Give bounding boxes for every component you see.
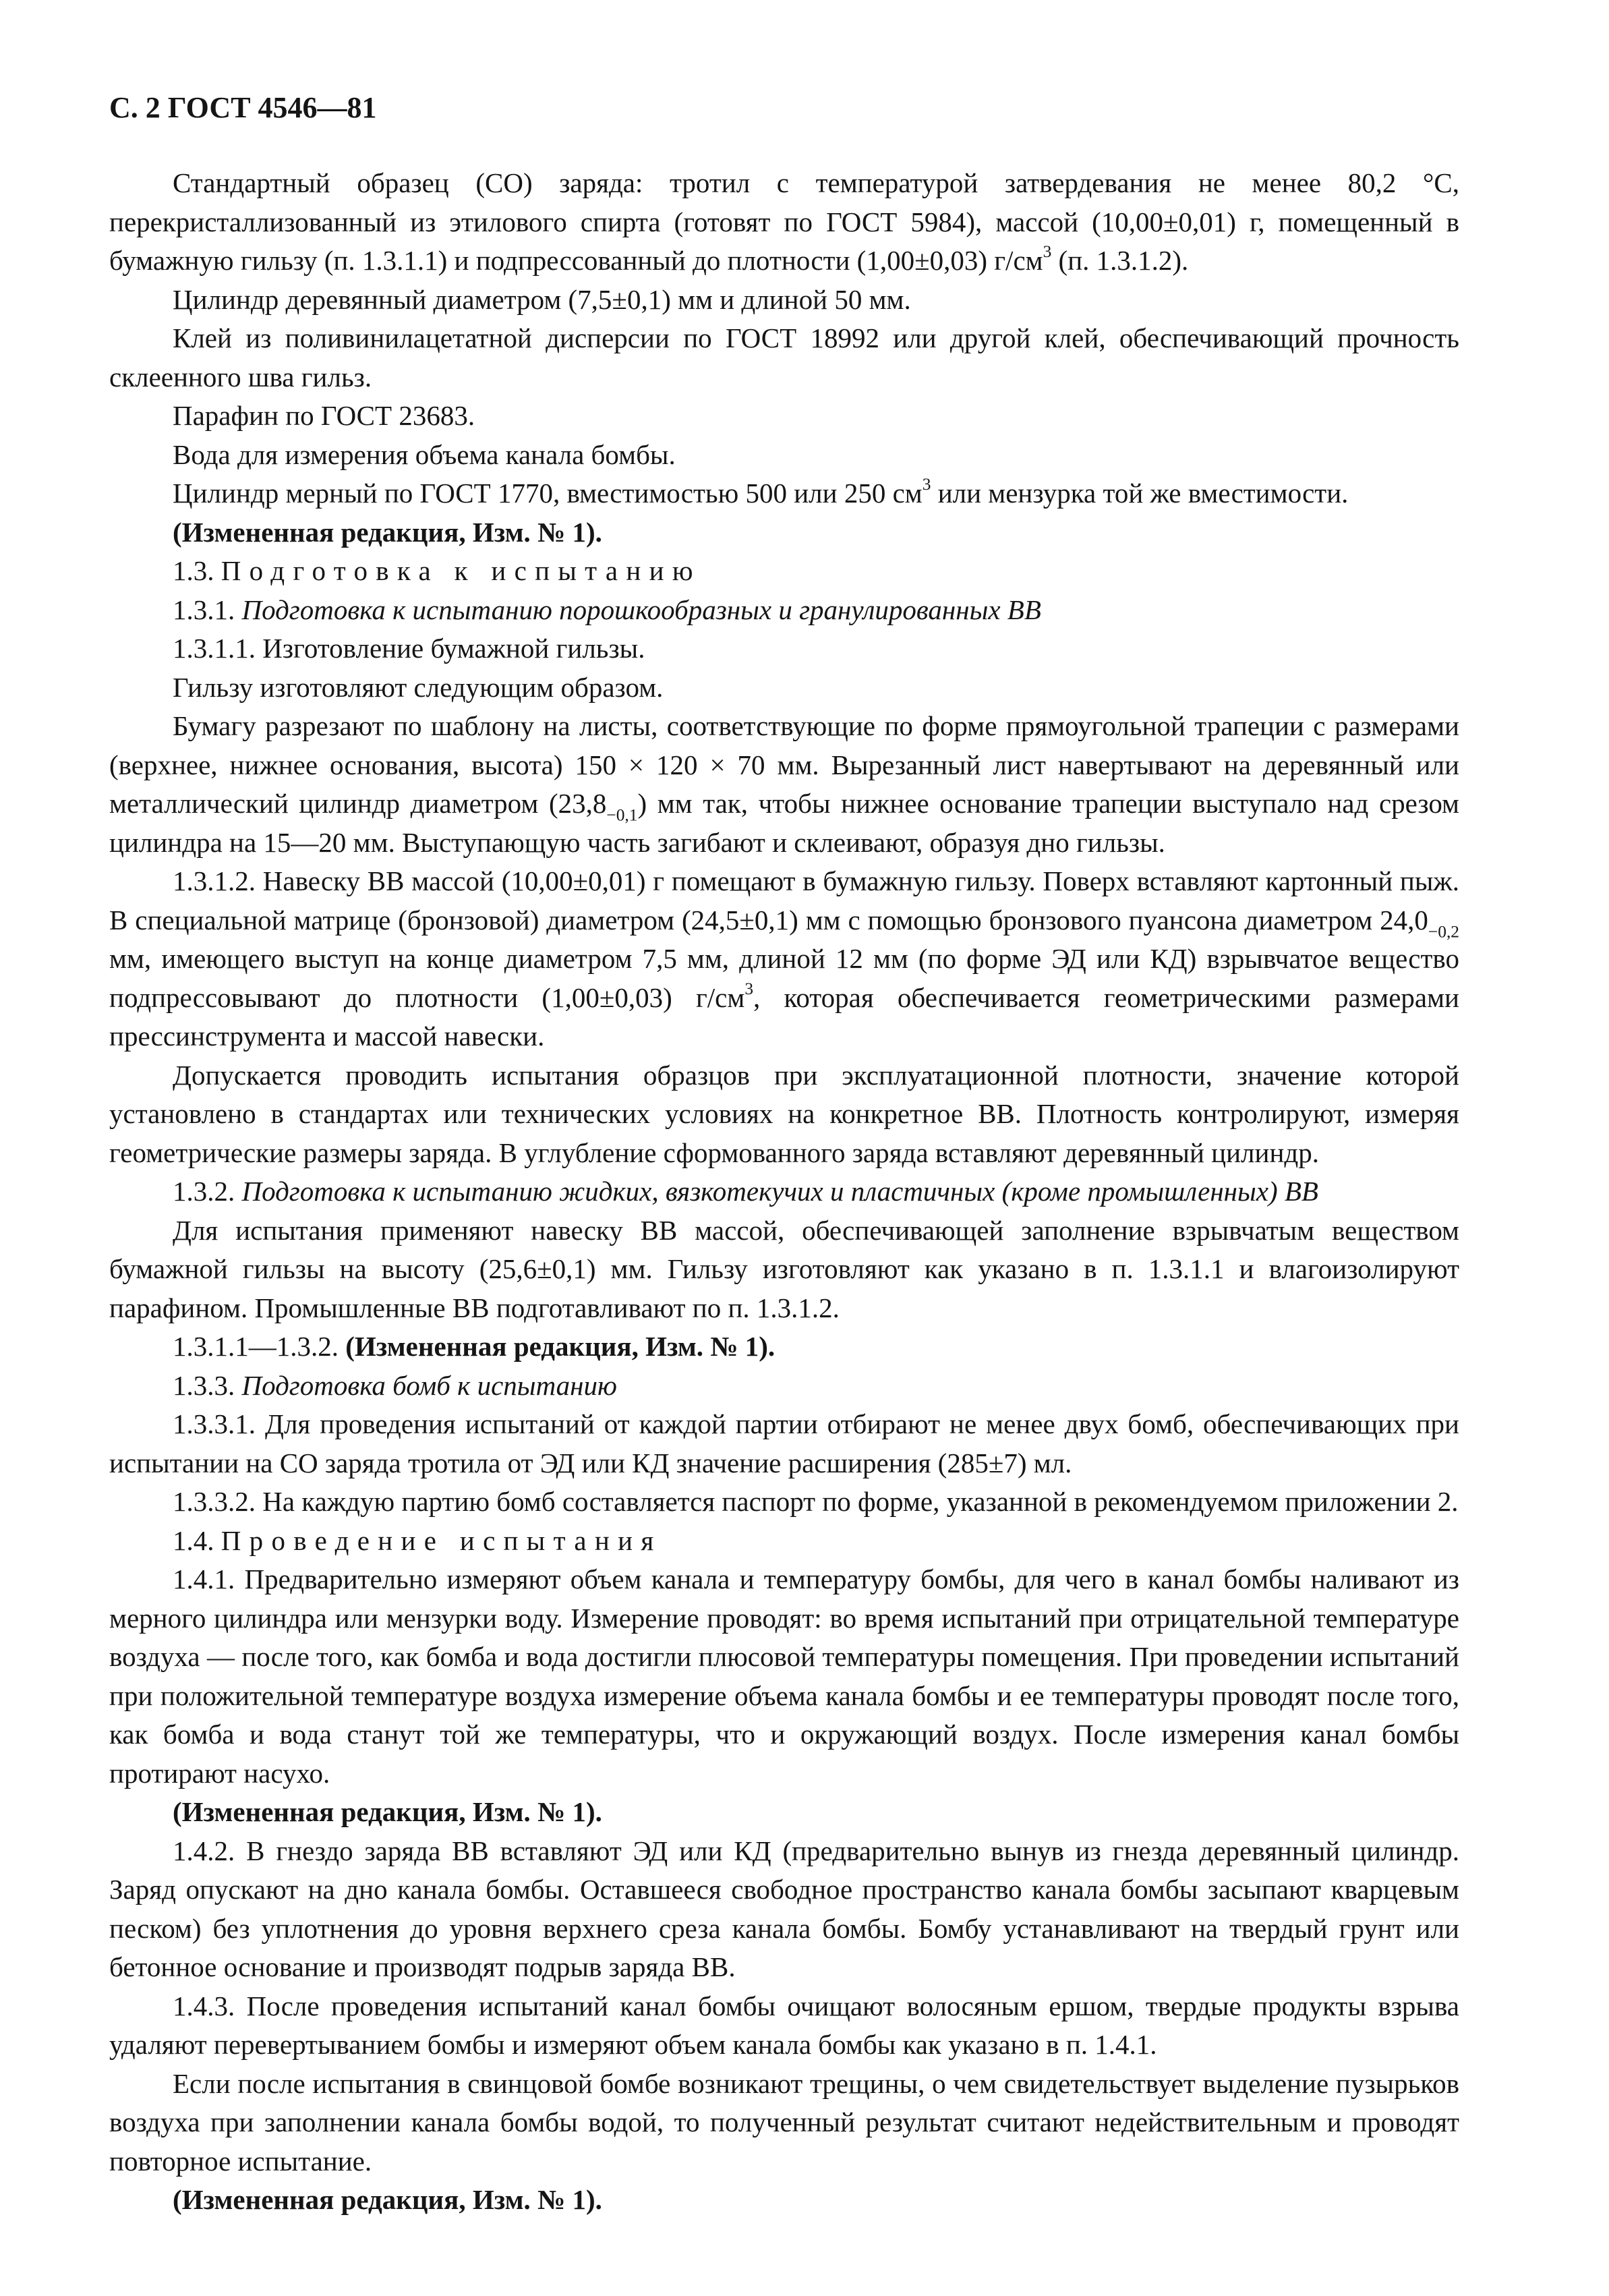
clause-1-3-3-2: 1.3.3.2. На каждую партию бомб составляется паспорт по форме, указанной в рекомендуемом приложении 2. (173, 1486, 1459, 1517)
clause-1-4-3: 1.4.3. После проведения испытаний канал бомбы очищают волосяным ершом, твердые продукты взрыва удаляют перевертыванием бомбы и измеряют объем канала бомбы как указано в п. 1.4.1. (109, 1990, 1459, 2060)
section-heading-1-4 (109, 1522, 1459, 1561)
clause-1-4-1: 1.4.1. Предварительно измеряют объем канала и температуру бомбы, для чего в канал бомбы наливают из мерного цилиндра или мензурки воду. Измерение проводят: во время испытаний при отрицательной температуре воздуха — после того, как бомба и вода достигли плюсовой температуры помещения. При проведении испытаний при положительной температуре воздуха измерение объема канала бомбы и ее температуры проводят после того, как бомба и вода станут той же температуры, что и окружающий воздух. После измерения канал бомбы протирают насухо. (109, 1563, 1459, 1789)
subsection-heading-1-3-2 (109, 1172, 1459, 1211)
text-run: 1.3.1.2. Навеску ВВ массой (10,00±0,01) г помещают в бумажную гильзу. Поверх вставляют картонный пыж. В специальной матрице (бронзовой) диаметром (24,5±0,1) мм с помощью бронзового пуансона диаметром 24,0 (109, 865, 1459, 936)
amendment-note: (Измененная редакция, Изм. № 1). (173, 516, 602, 548)
clause-1-3-1-2 (109, 862, 1459, 1056)
paragraph-sleeve-making: Гильзу изготовляют следующим образом. (173, 671, 664, 703)
text-run: мм, имеющего выступ на конце диаметром 7,5 мм, длиной 12 мм (по форме ЭД или КД) взрывчатое вещество подпрессовывают до плотности (1,00±0,03) г/см (109, 943, 1459, 1013)
section-title: Подготовка к испытанию жидких, вязкотекучих и пластичных (кроме промышленных) ВВ (241, 1176, 1318, 1207)
amendment-note: (Измененная редакция, Изм. № 1). (173, 1796, 602, 1827)
section-title: Подготовка бомб к испытанию (241, 1369, 617, 1401)
paragraph-measuring-cylinder (109, 474, 1459, 513)
paragraph-standard-sample (109, 164, 1459, 281)
text-run: Цилиндр мерный по ГОСТ 1770, вместимостью 500 или 250 см (173, 478, 923, 509)
paragraph-wooden-cylinder: Цилиндр деревянный диаметром (7,5±0,1) мм и длиной 50 мм. (173, 283, 911, 315)
subscript: −0,2 (1428, 921, 1459, 941)
amendment-text: (Измененная редакция, Изм. № 1). (345, 1331, 776, 1362)
superscript: 3 (744, 979, 754, 998)
amendment-note: (Измененная редакция, Изм. № 1). (173, 2184, 602, 2215)
section-number: 1.3.2. (173, 1176, 242, 1207)
section-number: 1.3. (173, 555, 221, 586)
text-run: Стандартный образец (СО) заряда: тротил с температурой затвердевания не менее 80,2 °С, перекристаллизованный из этилового спирта (готовят по ГОСТ 5984), массой (10,00±0,01) г, помещенный в бумажную гильзу (п. 1.3.1.1) и подпрессованный до плотности (1,00±0,03) г/см (109, 167, 1459, 276)
text-run: или мензурка той же вместимости. (931, 478, 1349, 509)
amendment-note-range (109, 1327, 1459, 1367)
subsection-heading-1-3-1 (109, 591, 1459, 630)
clause-1-3-3-1: 1.3.3.1. Для проведения испытаний от каждой партии отбирают не менее двух бомб, обеспечивающих при испытании на СО заряда тротила от ЭД или КД значение расширения (285±7) мл. (109, 1408, 1459, 1479)
clause-1-4-2: 1.4.2. В гнездо заряда ВВ вставляют ЭД или КД (предварительно вынув из гнезда деревянный цилиндр. Заряд опускают на дно канала бомбы. Оставшееся свободное пространство канала бомбы засыпают кварцевым песком) без уплотнения до уровня верхнего среза канала бомбы. Бомбу устанавливают на твердый грунт или бетонное основание и производят подрыв заряда ВВ. (109, 1835, 1459, 1982)
subscript: −0,1 (606, 805, 638, 825)
paragraph-cracks: Если после испытания в свинцовой бомбе возникают трещины, о чем свидетельствует выделение пузырьков воздуха при заполнении канала бомбы водой, то полученный результат считают недействительным и проводят повторное испытание. (109, 2067, 1459, 2177)
paragraph-water: Вода для измерения объема канала бомбы. (173, 438, 676, 470)
text-run: (п. 1.3.1.2). (1051, 245, 1189, 276)
paragraph-paraffin: Парафин по ГОСТ 23683. (173, 400, 475, 431)
page-header: С. 2 ГОСТ 4546—81 (109, 91, 377, 124)
section-title: Проведение испытания (221, 1524, 662, 1556)
section-number: 1.4. (173, 1524, 221, 1556)
text-run: ) мм так, чтобы нижнее основание трапеции выступало над срезом цилиндра на 15—20 мм. Выступающую часть загибают и склеивают, образуя дно гильзы. (109, 788, 1459, 858)
paragraph-operational-density: Допускается проводить испытания образцов при эксплуатационной плотности, значение которой установлено в стандартах или технических условиях на конкретное ВВ. Плотность контролируют, измеряя геометрические размеры заряда. В углубление сформованного заряда вставляют деревянный цилиндр. (109, 1059, 1459, 1168)
superscript: 3 (922, 474, 931, 494)
section-title: Подготовка к испытанию порошкообразных и гранулированных ВВ (241, 594, 1041, 625)
text-run: Бумагу разрезают по шаблону на листы, соответствующие по форме прямоугольной трапеции с размерами (верхнее, нижнее основания, высота) 150 × 120 × 70 мм. Вырезанный лист навертывают на деревянный или металлический цилиндр диаметром (23,8 (109, 710, 1459, 819)
section-number: 1.3.1. (173, 594, 242, 625)
paragraph-liquid-samples: Для испытания применяют навеску ВВ массой, обеспечивающей заполнение взрывчатым веществом бумажной гильзы на высоту (25,6±0,1) мм. Гильзу изготовляют как указано в п. 1.3.1.1 и влагоизолируют парафином. Промышленные ВВ подготавливают по п. 1.3.1.2. (109, 1214, 1459, 1323)
subsection-heading-1-3-3 (109, 1367, 1459, 1406)
paragraph-glue: Клей из поливинилацетатной дисперсии по ГОСТ 18992 или другой клей, обеспечивающий прочность склеенного шва гильз. (109, 322, 1459, 393)
section-title: Подготовка к испытанию (221, 555, 701, 586)
section-number: 1.3.3. (173, 1369, 242, 1401)
superscript: 3 (1043, 241, 1052, 261)
document-page (109, 88, 1459, 2220)
paragraph-paper-cutting (109, 707, 1459, 862)
clause-1-3-1-1: 1.3.1.1. Изготовление бумажной гильзы. (173, 633, 645, 664)
text-run: , которая обеспечивается геометрическими размерами прессинструмента и массой навески. (109, 981, 1460, 1052)
clause-range: 1.3.1.1—1.3.2. (173, 1331, 346, 1362)
section-heading-1-3 (109, 552, 1459, 591)
